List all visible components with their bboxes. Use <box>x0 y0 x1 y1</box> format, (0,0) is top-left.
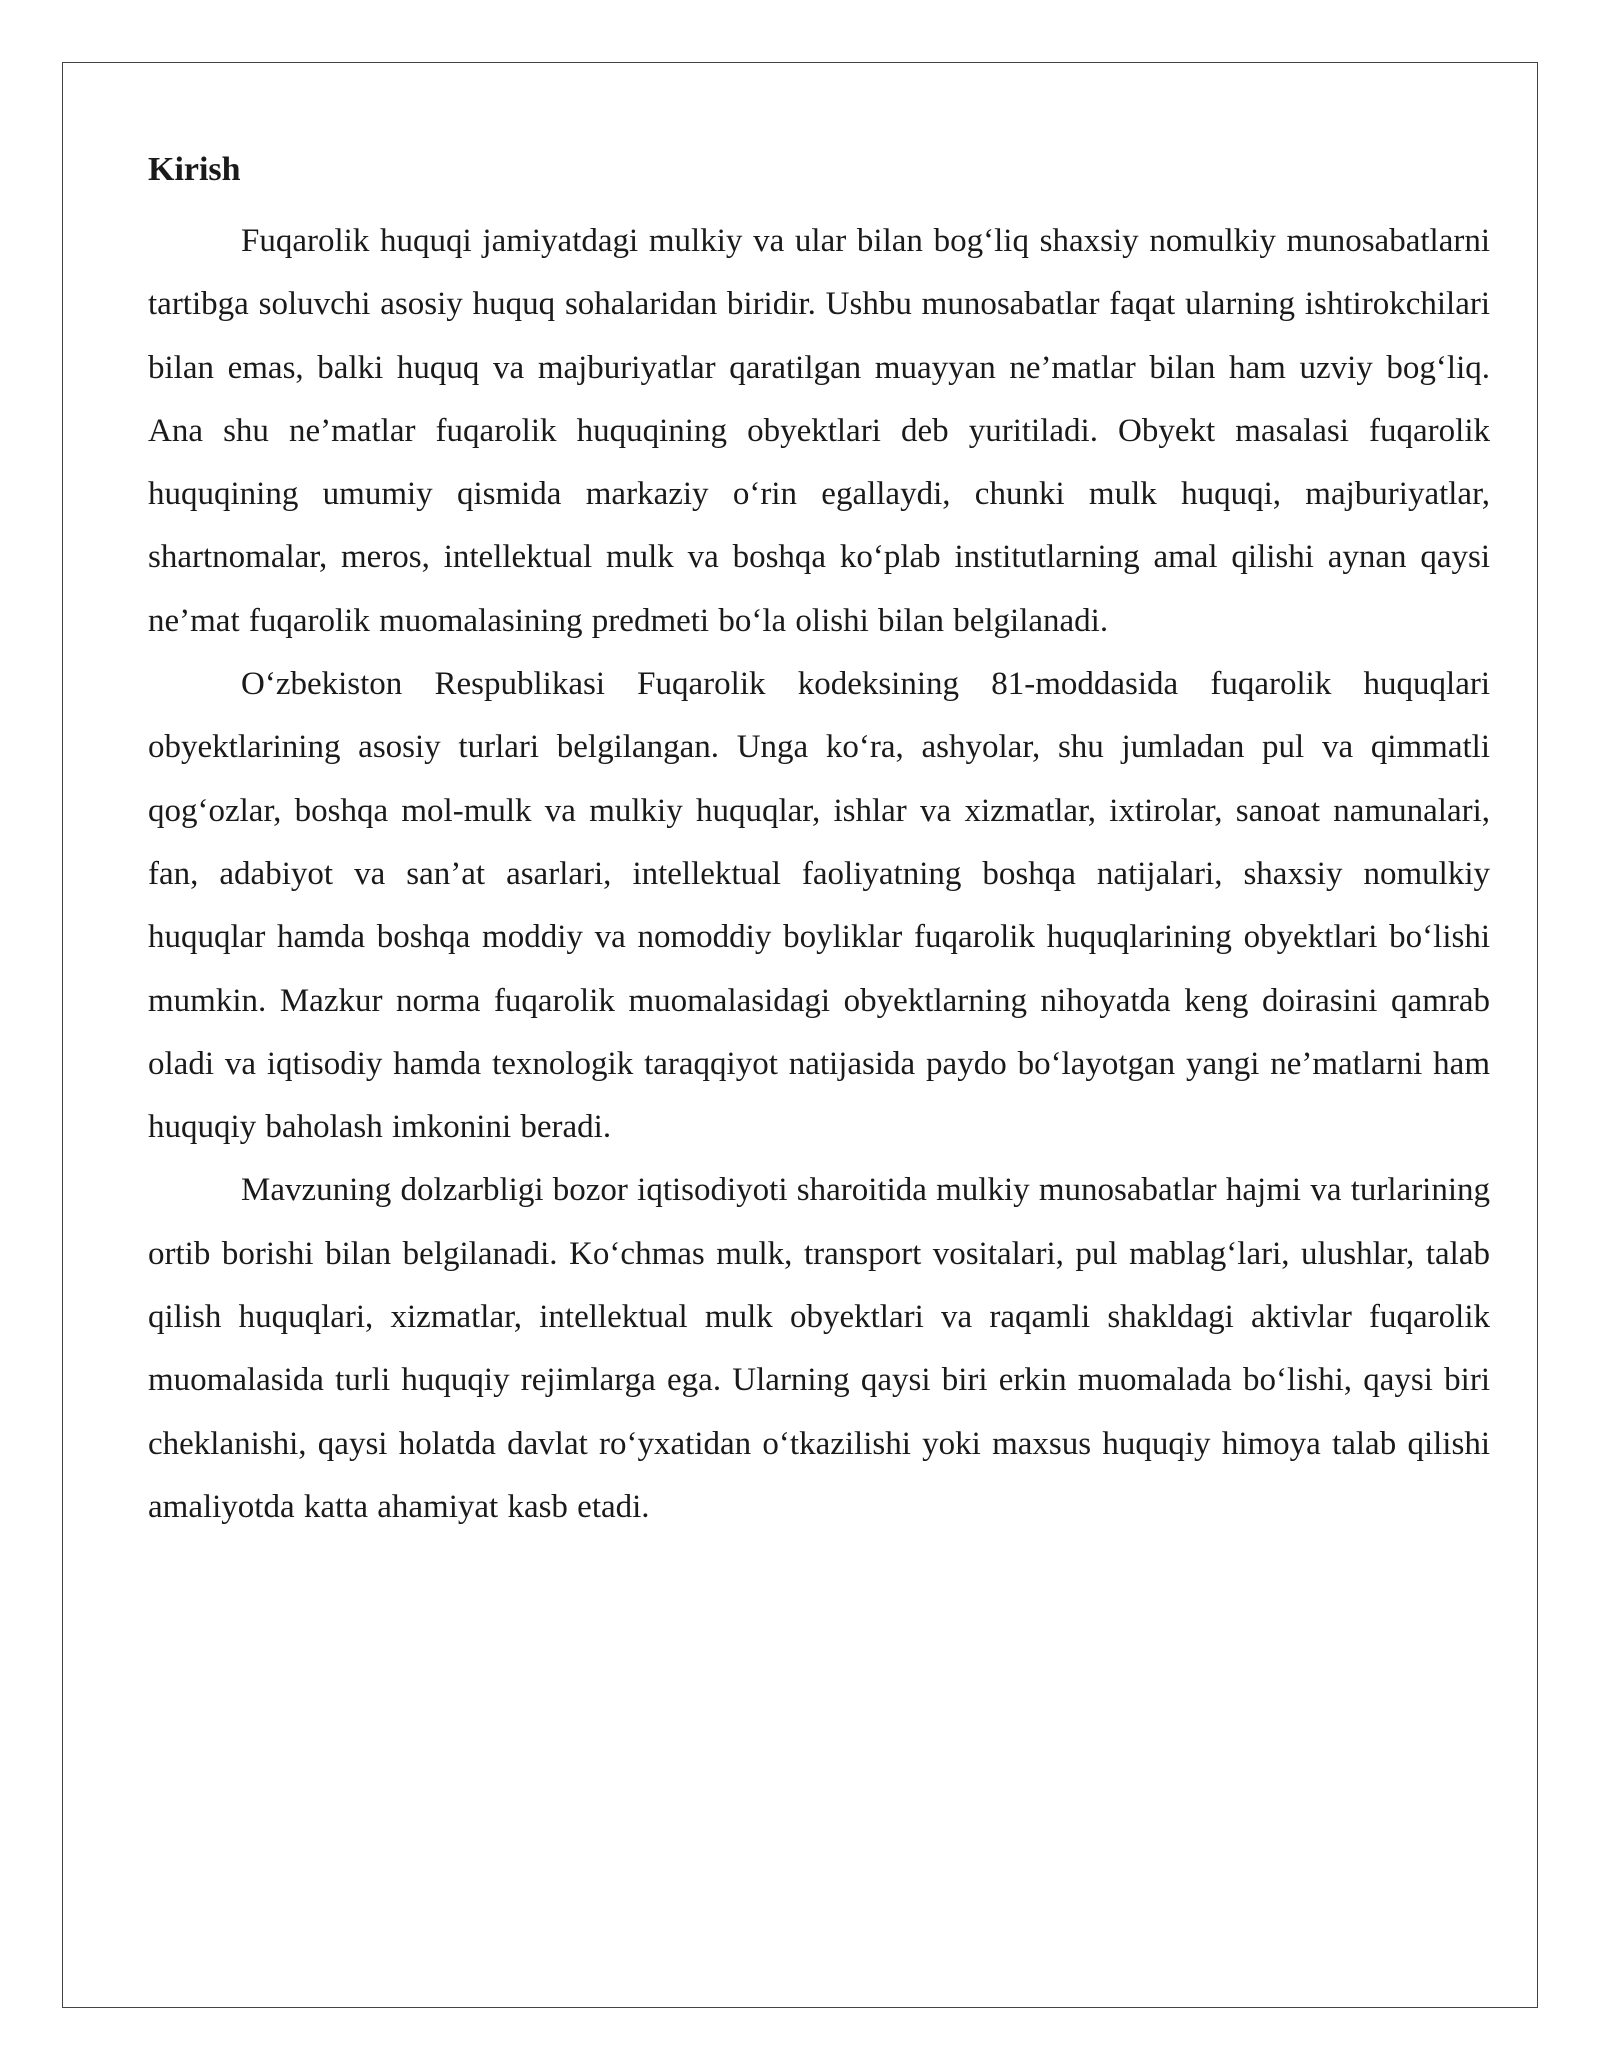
paragraph-3: Mavzuning dolzarbligi bozor iqtisodiyoti sharoitida mulkiy munosabatlar hajmi va turlarining ortib borishi bilan belgilanadi. Ko‘chmas mulk, transport vositalari, pul mablag‘lari, ulushlar, talab qilish huquqlari, xizmatlar, intellektual mulk obyektlari va raqamli shakldagi aktivlar fuqarolik muomalasida turli huquqiy rejimlarga ega. Ularning qaysi biri erkin muomalada bo‘lishi, qaysi biri cheklanishi, qaysi holatda davlat ro‘yxatidan o‘tkazilishi yoki maxsus huquqiy himoya talab qilishi amaliyotda katta ahamiyat kasb etadi. <box>148 1172 1491 1525</box>
paragraph-2: O‘zbekiston Respublikasi Fuqarolik kodeksining 81-moddasida fuqarolik huquqlari obyektlarining asosiy turlari belgilangan. Unga ko‘ra, ashyolar, shu jumladan pul va qimmatli qog‘ozlar, boshqa mol-mulk va mulkiy huquqlar, ishlar va xizmatlar, ixtirolar, sanoat namunalari, fan, adabiyot va san’at asarlari, intellektual faoliyatning boshqa natijalari, shaxsiy nomulkiy huquqlar hamda boshqa moddiy va nomoddiy boyliklar fuqarolik huquqlarining obyektlari bo‘lishi mumkin. Mazkur norma fuqarolik muomalasidagi obyektlarning nihoyatda keng doirasini qamrab oladi va iqtisodiy hamda texnologik taraqqiyot natijasida paydo bo‘layotgan yangi ne’matlarni ham huquqiy baholash imkonini beradi. <box>148 666 1490 1146</box>
paragraph-1: Fuqarolik huquqi jamiyatdagi mulkiy va ular bilan bog‘liq shaxsiy nomulkiy munosabatlarni tartibga soluvchi asosiy huquq sohalaridan biridir. Ushbu munosabatlar faqat ularning ishtirokchilari bilan emas, balki huquq va majburiyatlar qaratilgan muayyan ne’matlar bilan ham uzviy bog‘liq. Ana shu ne’matlar fuqarolik huquqining obyektlari deb yuritiladi. Obyekt masalasi fuqarolik huquqining umumiy qismida markaziy o‘rin egallaydi, chunki mulk huquqi, majburiyatlar, shartnomalar, meros, intellektual mulk va boshqa ko‘plab institutlarning amal qilishi aynan qaysi ne’mat fuqarolik muomalasining predmeti bo‘la olishi bilan belgilanadi. <box>148 223 1490 639</box>
section-heading: Kirish <box>148 151 241 188</box>
document-body <box>148 146 1490 1539</box>
